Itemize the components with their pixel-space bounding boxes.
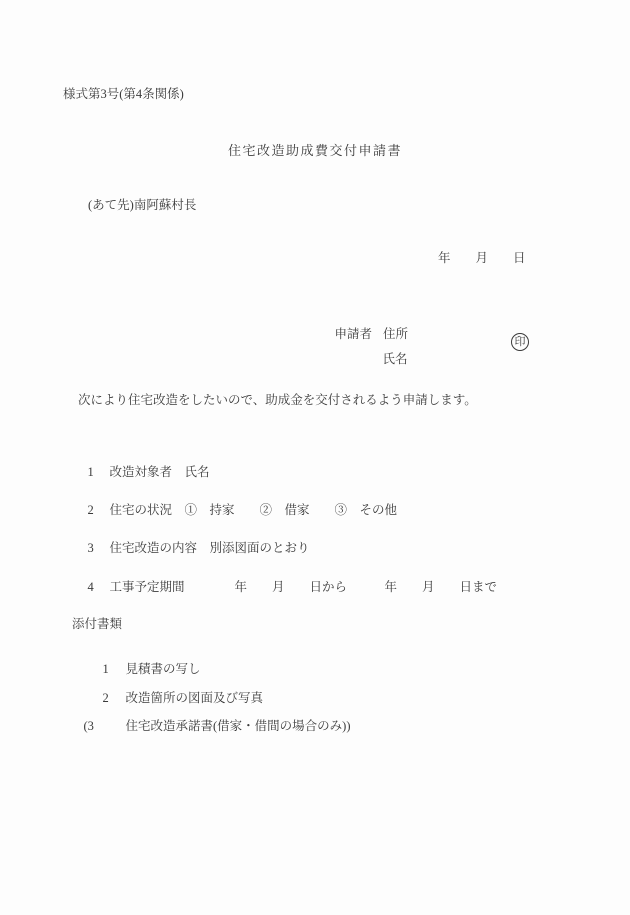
- page-title: 住宅改造助成費交付申請書: [227, 143, 402, 158]
- date-blank-fields: 年 月 日: [438, 251, 526, 265]
- attachment-text: 住宅改造承諾書(借家・借間の場合のみ)): [125, 718, 351, 733]
- attachment-number: 2: [102, 690, 109, 705]
- attachments-header: 添付書類: [72, 617, 123, 631]
- attachment-number: (3: [83, 718, 94, 733]
- form-item-construction-period: [75, 564, 497, 611]
- attachment-number: 1: [102, 661, 109, 676]
- item-number: 4: [87, 579, 94, 594]
- form-number: 様式第3号(第4条関係): [63, 87, 184, 101]
- item-text: 住宅の状況 ① 持家 ② 借家 ③ その他: [109, 502, 398, 517]
- name-label: 氏名: [382, 351, 408, 366]
- item-text: 工事予定期間 年 月 日から 年 月 日まで: [109, 579, 498, 594]
- application-statement: 次により住宅改造をしたいので、助成金を交付されるよう申請します。: [78, 393, 477, 407]
- attachment-consent-form: [71, 703, 351, 750]
- item-text: 改造対象者 氏名: [109, 464, 210, 479]
- item-number: 3: [87, 540, 94, 555]
- applicant-name-row: [370, 336, 408, 383]
- address-label: 住所: [383, 326, 409, 341]
- applicant-label: 申請者: [334, 326, 373, 341]
- item-text: 住宅改造の内容 別添図面のとおり: [109, 540, 310, 555]
- addressee-line: (あて先)南阿蘇村長: [88, 198, 197, 212]
- attachment-text: 改造箇所の図面及び写真: [125, 690, 264, 705]
- seal-icon: [511, 333, 529, 351]
- item-number: 1: [87, 464, 94, 479]
- attachment-text: 見積書の写し: [125, 661, 201, 676]
- seal-character: 印: [514, 335, 526, 348]
- item-number: 2: [87, 502, 94, 517]
